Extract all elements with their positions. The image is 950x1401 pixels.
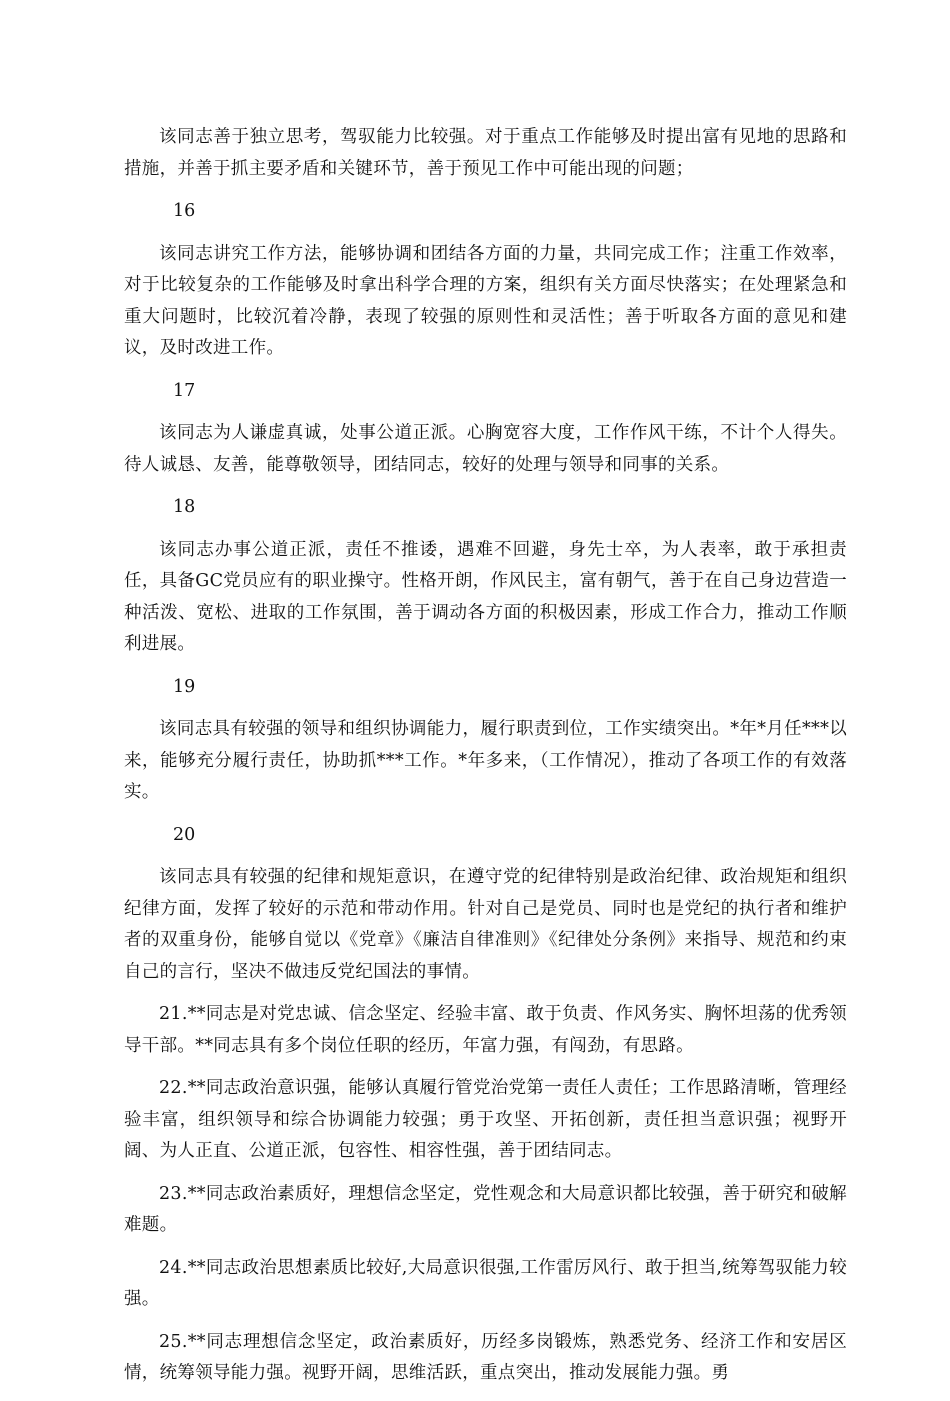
item-number: 18 <box>173 497 196 517</box>
numbered-paragraph: 22.**同志政治意识强，能够认真履行管党治党第一责任人责任；工作思路清晰，管理经验丰富，组织领导和综合协调能力较强；勇于攻坚、开拓创新，责任担当意识强；视野开阔、为人正直、公道正派，包容性、相容性强，善于团结同志。 <box>124 1078 847 1161</box>
paragraph: 该同志善于独立思考，驾驭能力比较强。对于重点工作能够及时提出富有见地的思路和措施，并善于抓主要矛盾和关键环节，善于预见工作中可能出现的问题； <box>124 127 847 179</box>
numbered-paragraph: 21.**同志是对党忠诚、信念坚定、经验丰富、敢于负责、作风务实、胸怀坦荡的优秀领导干部。**同志具有多个岗位任职的经历，年富力强，有闯劲，有思路。 <box>124 1004 847 1056</box>
numbered-paragraph: 25.**同志理想信念坚定，政治素质好，历经多岗锻炼，熟悉党务、经济工作和安居区情，统筹领导能力强。视野开阔，思维活跃，重点突出，推动发展能力强。勇 <box>124 1331 847 1383</box>
item-number: 20 <box>173 824 196 845</box>
paragraph: 该同志为人谦虚真诚，处事公道正派。心胸宽容大度，工作作风干练，不计个人得失。待人诚恳、友善，能尊敬领导，团结同志，较好的处理与领导和同事的关系。 <box>124 423 847 475</box>
item-number: 16 <box>173 201 196 221</box>
numbered-paragraph: 24.**同志政治思想素质比较好,大局意识很强,工作雷厉风行、敢于担当,统筹驾驭能力较强。 <box>124 1257 847 1309</box>
item-number: 19 <box>173 676 196 697</box>
paragraph: 该同志具有较强的领导和组织协调能力，履行职责到位，工作实绩突出。*年*月任***以来，能够充分履行责任，协助抓***工作。*年多来，（工作情况），推动了各项工作的有效落实。 <box>124 719 847 802</box>
numbered-paragraph: 23.**同志政治素质好，理想信念坚定，党性观念和大局意识都比较强，善于研究和破解难题。 <box>124 1183 847 1235</box>
paragraph: 该同志具有较强的纪律和规矩意识，在遵守党的纪律特别是政治纪律、政治规矩和组织纪律方面，发挥了较好的示范和带动作用。针对自己是党员、同时也是党纪的执行者和维护者的双重身份，能够自觉以《党章》《廉洁自律准则》《纪律处分条例》来指导、规范和约束自己的言行，坚决不做违反党纪国法的事情。 <box>124 867 847 982</box>
document-body <box>124 122 847 1401</box>
item-number: 17 <box>173 380 196 401</box>
paragraph: 该同志办事公道正派，责任不推诿，遇难不回避，身先士卒，为人表率，敢于承担责任，具备GC党员应有的职业操守。性格开朗，作风民主，富有朝气，善于在自己身边营造一种活泼、宽松、进取的工作氛围，善于调动各方面的积极因素，形成工作合力，推动工作顺利进展。 <box>124 539 847 654</box>
paragraph: 该同志讲究工作方法，能够协调和团结各方面的力量，共同完成工作；注重工作效率，对于比较复杂的工作能够及时拿出科学合理的方案，组织有关方面尽快落实；在处理紧急和重大问题时，比较沉着冷静，表现了较强的原则性和灵活性；善于听取各方面的意见和建议，及时改进工作。 <box>124 243 847 358</box>
